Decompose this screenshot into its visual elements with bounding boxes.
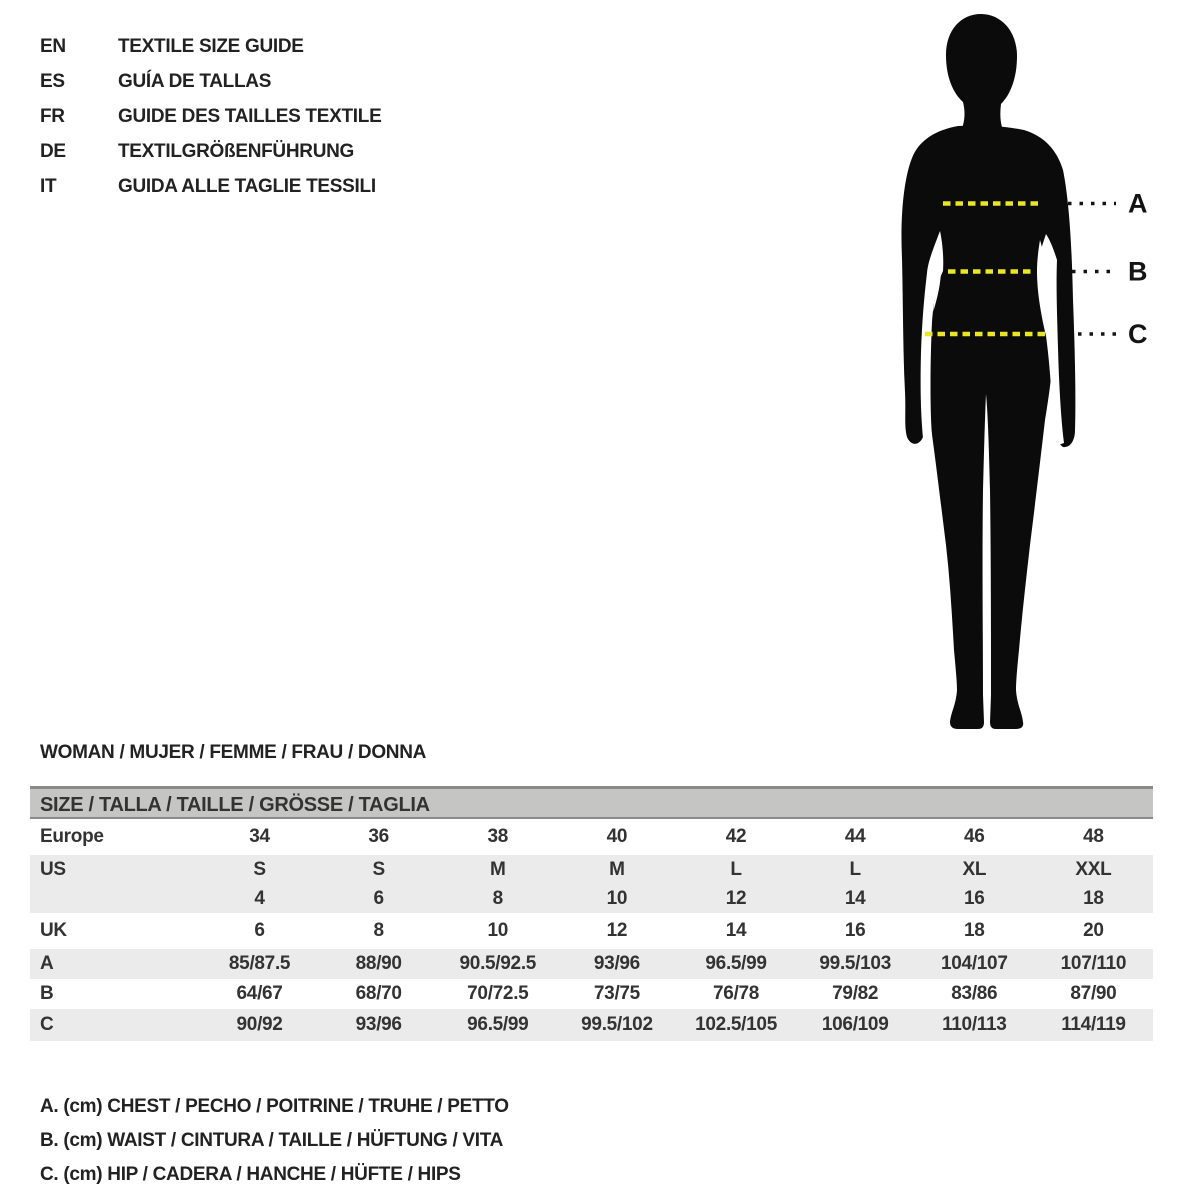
cell-value: 8 (373, 920, 384, 941)
cell-value: 102.5/105 (695, 1014, 777, 1035)
measurement-legend (40, 1090, 509, 1192)
row-label: B (40, 983, 54, 1004)
cell-value: XL (962, 859, 987, 880)
cell-value: 20 (1083, 920, 1104, 941)
row-label (30, 884, 200, 913)
measure-label-B: B (1128, 256, 1148, 287)
cell-value: 16 (844, 920, 866, 941)
cell-value: 10 (487, 920, 509, 941)
cell-value: 38 (487, 826, 509, 847)
language-code: FR (40, 106, 65, 127)
cell-value: 40 (606, 826, 628, 847)
cell-value: 8 (492, 888, 503, 909)
cell-value: 12 (725, 888, 747, 909)
cell-value: 16 (964, 888, 985, 909)
language-code: IT (40, 176, 57, 197)
cell-value: L (849, 859, 861, 880)
cell-value: 99.5/102 (581, 1014, 653, 1035)
cell-value: 104/107 (941, 953, 1008, 974)
cell-value: 90.5/92.5 (459, 953, 537, 974)
cell-value: 6 (373, 888, 384, 909)
cell-value: 64/67 (236, 983, 283, 1004)
cell-value: 90/92 (236, 1014, 283, 1035)
cell-value: 88/90 (355, 953, 402, 974)
table-row (30, 855, 1153, 884)
language-label: TEXTILE SIZE GUIDE (118, 36, 304, 57)
language-label: TEXTILGRÖßENFÜHRUNG (118, 141, 355, 162)
cell-value: 46 (964, 826, 985, 847)
table-row (30, 949, 1153, 979)
cell-value: 93/96 (355, 1014, 402, 1035)
cell-value: S (253, 859, 266, 880)
cell-value: 10 (606, 888, 628, 909)
cell-value: 14 (725, 920, 747, 941)
language-code: ES (40, 71, 65, 92)
size-table-body (30, 819, 1153, 1041)
cell-value: 14 (844, 888, 866, 909)
measure-label-A: A (1128, 188, 1148, 219)
cell-value: 96.5/99 (705, 953, 767, 974)
cell-value: 70/72.5 (467, 983, 529, 1004)
cell-value: 83/86 (951, 983, 998, 1004)
cell-value: 48 (1083, 826, 1104, 847)
cell-value: 12 (606, 920, 628, 941)
row-label: US (40, 859, 66, 880)
cell-value: 87/90 (1070, 983, 1117, 1004)
table-row (30, 979, 1153, 1009)
cell-value: 34 (249, 826, 270, 847)
cell-value: 79/82 (832, 983, 879, 1004)
table-row (30, 884, 1153, 913)
section-title: WOMAN / MUJER / FEMME / FRAU / DONNA (40, 742, 427, 763)
cell-value: M (490, 859, 506, 880)
size-table (30, 786, 1153, 1041)
cell-value: 93/96 (593, 953, 640, 974)
row-label: Europe (40, 826, 104, 847)
cell-value: 85/87.5 (228, 953, 291, 974)
legend-line: C. (cm) HIP / CADERA / HANCHE / HÜFTE / HIPS (40, 1164, 461, 1185)
language-label: GUÍA DE TALLAS (118, 71, 272, 92)
table-row (30, 1009, 1153, 1041)
row-label: C (40, 1014, 54, 1035)
cell-value: L (730, 859, 742, 880)
language-code: EN (40, 36, 66, 57)
cell-value: 96.5/99 (467, 1014, 529, 1035)
cell-value: 99.5/103 (819, 953, 891, 974)
cell-value: 110/113 (942, 1014, 1007, 1035)
row-label: A (40, 953, 54, 974)
cell-value: 18 (1083, 888, 1104, 909)
cell-value: 4 (254, 888, 265, 909)
cell-value: XXL (1075, 859, 1112, 880)
language-label: GUIDA ALLE TAGLIE TESSILI (118, 176, 376, 197)
language-label: GUIDE DES TAILLES TEXTILE (118, 106, 382, 127)
cell-value: 18 (964, 920, 985, 941)
language-code: DE (40, 141, 66, 162)
cell-value: 44 (844, 826, 866, 847)
silhouette-head (946, 14, 1017, 141)
row-label: UK (40, 920, 67, 941)
cell-value: 76/78 (713, 983, 760, 1004)
table-row (30, 913, 1153, 949)
measure-label-C: C (1128, 319, 1148, 349)
cell-value: S (372, 859, 385, 880)
cell-value: 42 (725, 826, 747, 847)
cell-value: 107/110 (1060, 953, 1127, 974)
woman-silhouette (901, 14, 1075, 729)
cell-value: 68/70 (355, 983, 402, 1004)
size-table-header: SIZE / TALLA / TAILLE / GRÖSSE / TAGLIA (30, 786, 1153, 819)
cell-value: 36 (368, 826, 389, 847)
cell-value: 114/119 (1061, 1014, 1126, 1035)
cell-value: 106/109 (821, 1014, 889, 1035)
legend-line: B. (cm) WAIST / CINTURA / TAILLE / HÜFTUNG / VITA (40, 1130, 504, 1151)
cell-value: 73/75 (593, 983, 640, 1004)
cell-value: M (609, 859, 625, 880)
table-row (30, 819, 1153, 855)
legend-line: A. (cm) CHEST / PECHO / POITRINE / TRUHE / PETTO (40, 1096, 509, 1117)
cell-value: 6 (254, 920, 265, 941)
